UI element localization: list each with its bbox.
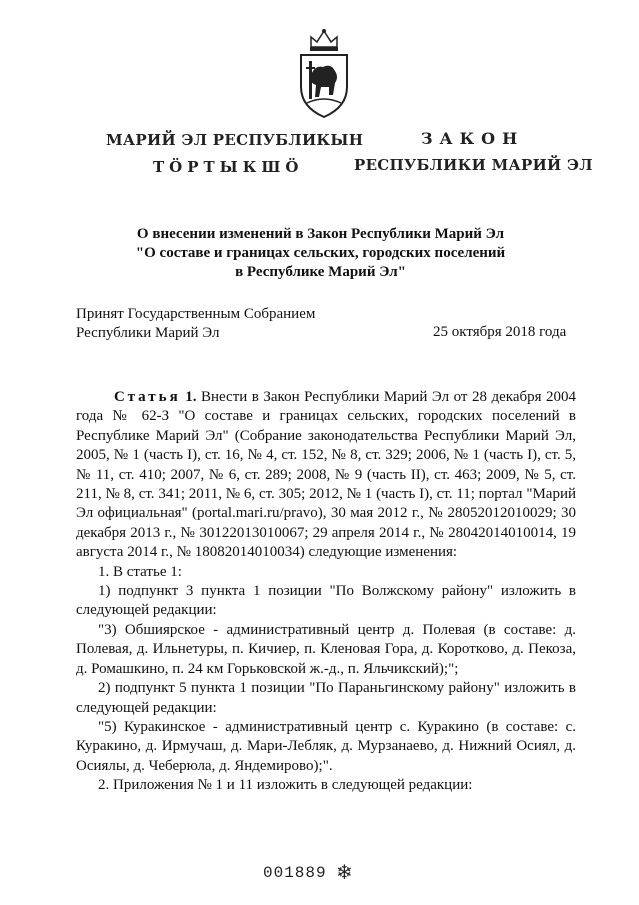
header-right-subtitle: РЕСПУБЛИКИ МАРИЙ ЭЛ <box>354 156 593 174</box>
article-intro: Внести в Закон Республики Марий Эл от 28 декабря 2004 года № 62-З "О составе и границах сельских, городских поселений в Республике Марий Эл" (Собрание законодательства Республики Марий Эл, 2005, № 1 (часть I), ст. 16, № 4, ст. 152, № 8, ст. 329; 2006, № 1 (часть I), ст. 5, № 11, ст. 410; 2007, № 6, ст. 289; 2008, № 9 (часть II), ст. 463; 2009, № 5, ст. 211, № 8, ст. 341; 2011, № 6, ст. 305; 2012, № 1 (часть I), ст. 11; портал "Марий Эл официальная" (portal.mari.ru/pravo), 30 мая 2012 г., № 28052012010029; 30 декабря 2013 г., № 30122013010067; 29 апреля 2014 г., № 28042014010014, 19 августа 2014 г., № 18082014010034) следующие изменения: <box>76 389 577 561</box>
article-paragraph <box>76 388 576 563</box>
snowflake-icon: ❄ <box>336 862 353 884</box>
list-item: "3) Обшиярское - административный центр д. Полевая (в составе: д. Полевая, д. Ильнетуры, п. Кичиер, п. Кленовая Гора, д. Коротково, д. Пекоза, д. Ромашкино, п. 24 км Горьковской ж.-д., п. Яльчикский);"; <box>76 621 576 677</box>
article-number: 1. <box>185 389 197 405</box>
header-left-subtitle: ТӦРТЫКШӦ <box>153 158 304 176</box>
law-body <box>76 388 576 796</box>
document-title <box>60 225 581 282</box>
title-line: в Республике Марий Эл" <box>235 264 406 280</box>
list-item: 1) подпункт 3 пункта 1 позиции "По Волжскому району" изложить в следующей редакции: <box>76 583 576 619</box>
list-item: 1. В статье 1: <box>98 563 182 580</box>
list-item: 2. Приложения № 1 и 11 изложить в следующей редакции: <box>98 777 473 794</box>
adoption-info <box>76 305 315 343</box>
article-label: Статья <box>114 389 181 405</box>
title-line: О внесении изменений в Закон Республики Марий Эл <box>136 226 505 242</box>
list-item: 2) подпункт 5 пункта 1 позиции "По Параньгинскому району" изложить в следующей редакции: <box>76 680 576 716</box>
coat-of-arms-emblem <box>297 25 351 121</box>
adopted-by-line: Республики Марий Эл <box>76 325 220 341</box>
title-line: "О составе и границах сельских, городских поселений <box>135 245 506 261</box>
header-left-title: МАРИЙ ЭЛ РЕСПУБЛИКЫН <box>106 131 364 149</box>
serial-number: 001889 <box>263 864 327 882</box>
adoption-date: 25 октября 2018 года <box>433 324 567 340</box>
adopted-by-line: Принят Государственным Собранием <box>76 306 316 322</box>
list-item: "5) Куракинское - административный центр с. Куракино (в составе: с. Куракино, д. Ирмучаш, д. Мари-Лебляк, д. Мурзанаево, д. Нижний Осиял, д. Осиялы, д. Чеберюла, д. Яндемирово);". <box>76 718 576 774</box>
header-right-title: ЗАКОН <box>421 129 525 148</box>
